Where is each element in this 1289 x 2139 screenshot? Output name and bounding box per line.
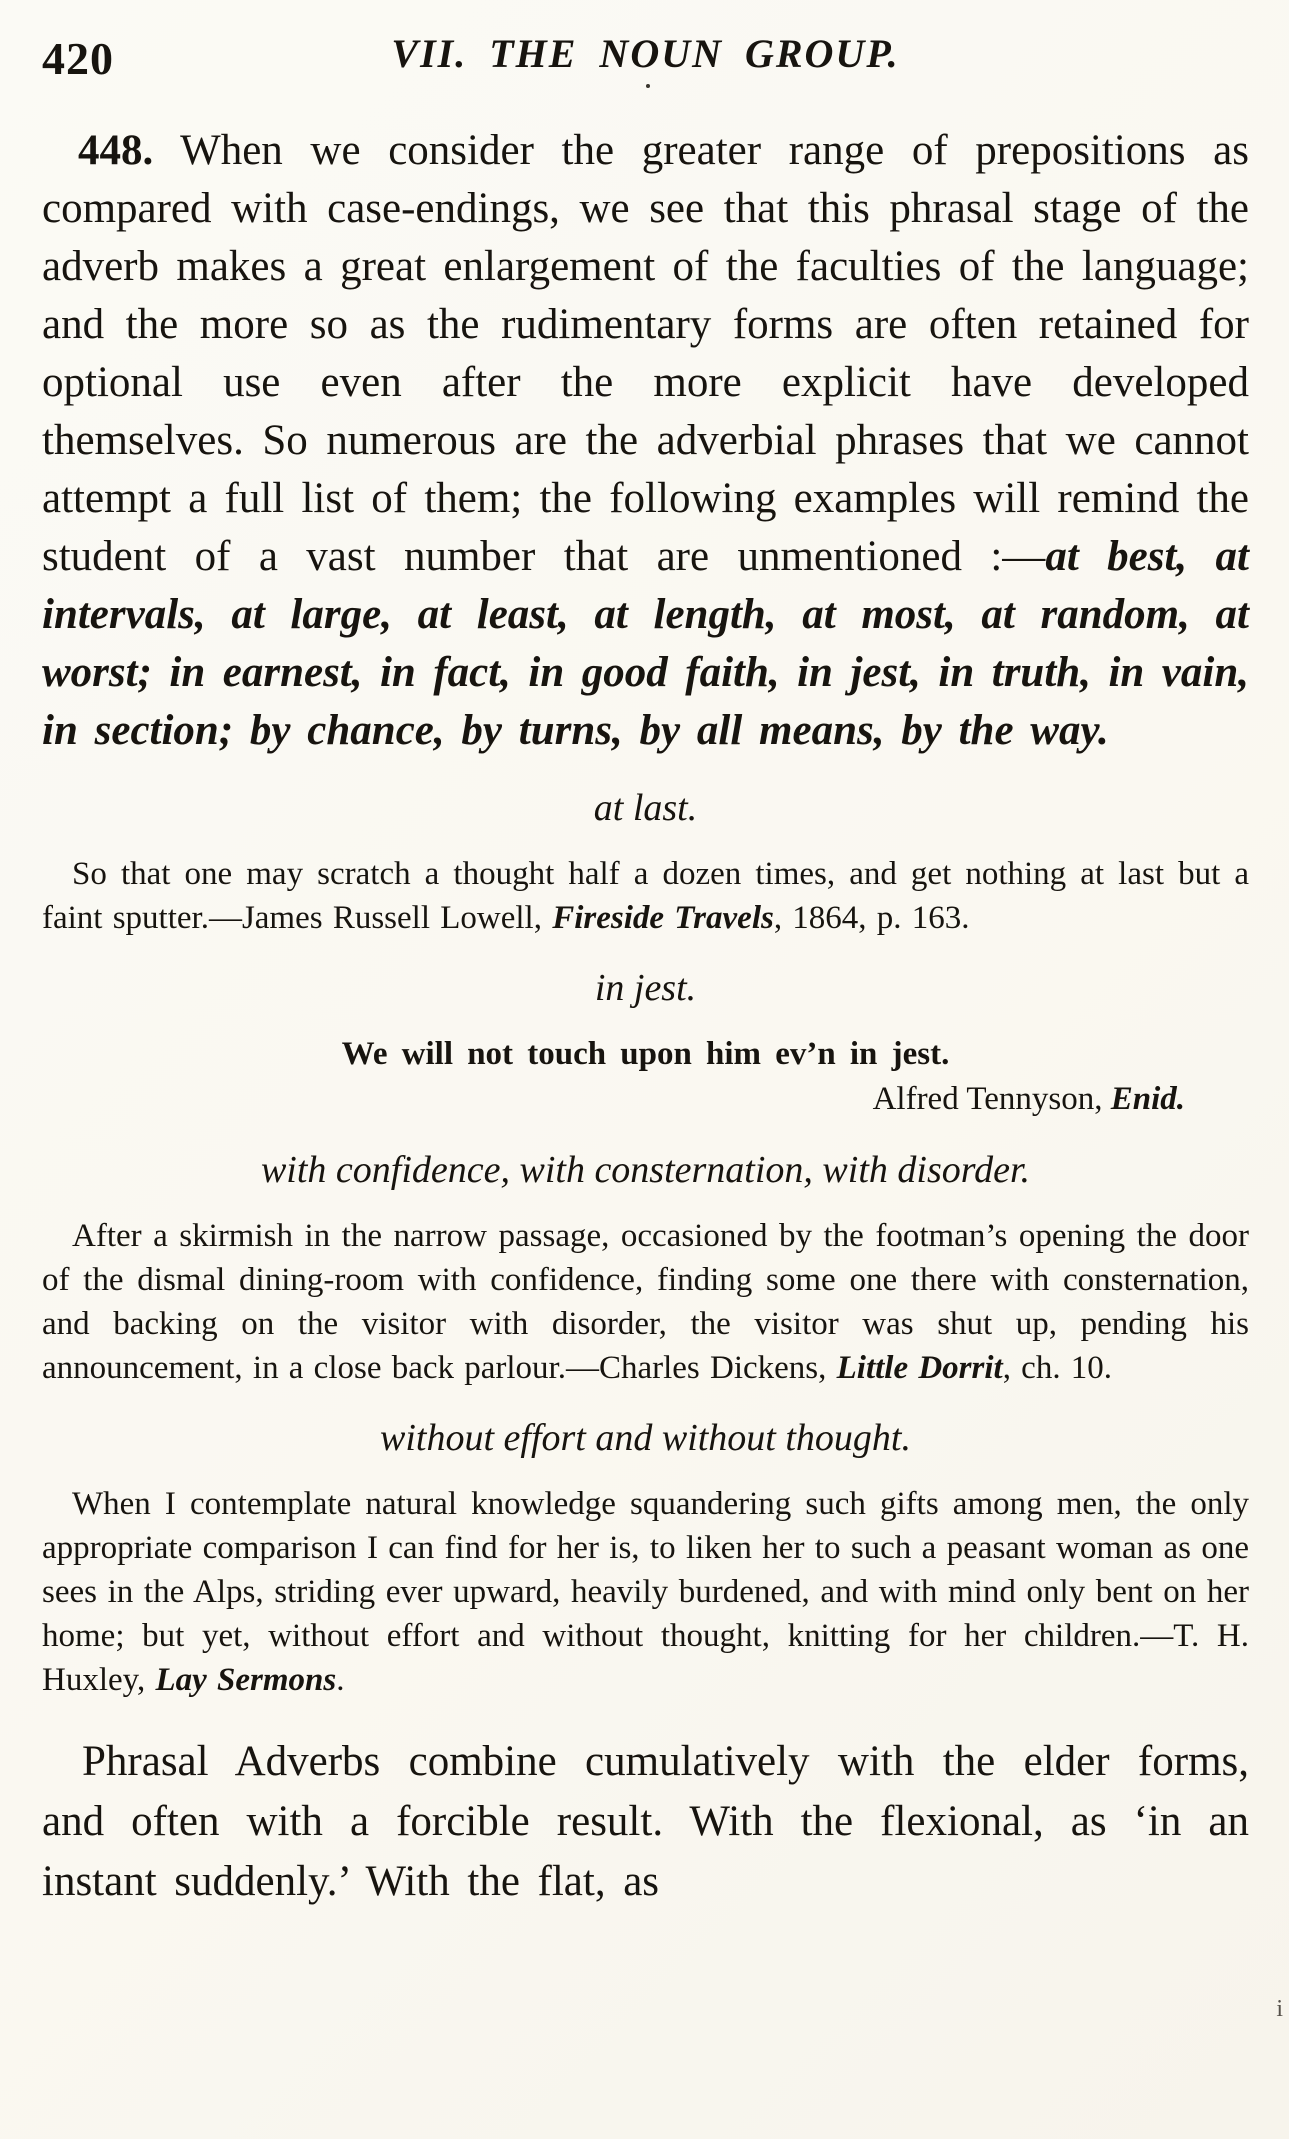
example-heading-in-jest: in jest. [594, 967, 697, 1009]
running-title: VII. THE NOUN GROUP. [391, 31, 900, 76]
quote-huxley-work-title: Lay Sermons [155, 1662, 337, 1698]
scan-artifact-mark: i [1276, 1996, 1283, 2022]
example-heading-at-last: at last. [593, 787, 698, 829]
quote-dickens-text: After a skirmish in the narrow passage, occasioned by the footman’s opening the door of the dismal dining-room with confidence, finding some one there with consternation, and backing on the visitor with disorder, the visitor was shut up, pending his announcement, in a close back parlour.—Charles Dickens, [42, 1218, 1249, 1386]
quote-lowell-citation-tail: , 1864, p. 163. [773, 900, 970, 936]
verse-line-tennyson: We will not touch upon him ev’n in jest. [341, 1036, 950, 1072]
section-number: 448. [78, 127, 154, 174]
quote-dickens [42, 1214, 1249, 1390]
verse-attribution-author: Alfred Tennyson, [872, 1081, 1111, 1117]
quote-dickens-citation-tail: , ch. 10. [1002, 1350, 1113, 1386]
quote-lowell-text: So that one may scratch a thought half a dozen times, and get nothing at last but a faint sputter.—James Russell Lowell, [42, 856, 1249, 936]
verse-attribution [42, 1076, 1249, 1122]
paragraph-448 [42, 122, 1249, 760]
running-head [42, 26, 1249, 88]
paragraph-closing [42, 1732, 1249, 1912]
example-heading-with-confidence: with confidence, with consternation, with disorder. [260, 1149, 1031, 1191]
paragraph-448-example-list: at best, at intervals, at large, at least, at length, at most, at random, at worst; in earnest, in fact, in good faith, in jest, in truth, in vain, in section; by chance, by turns, by all means, by the way. [42, 533, 1250, 754]
verse-attribution-work-title: Enid. [1110, 1081, 1185, 1117]
paragraph-448-roman-text: When we consider the greater range of prepositions as compared with case-endings, we see that this phrasal stage of the adverb makes a great enlargement of the faculties of the language; and the more so as the rudimentary forms are often retained for optional use even after the more explicit have developed themselves. So numerous are the adverbial phrases that we cannot attempt a full list of them; the following examples will remind the student of a vast number that are unmentioned :— [42, 127, 1249, 580]
example-heading-without-effort: without effort and without thought. [380, 1417, 911, 1459]
quote-huxley-text: When I contemplate natural knowledge squandering such gifts among men, the only appropriate comparison I can find for her is, to liken her to such a peasant woman as one sees in the Alps, striding ever upward, heavily burdened, and with mind only bent on her home; but yet, without effort and without thought, knitting for her children.—T. H. Huxley, [42, 1486, 1249, 1698]
quote-dickens-work-title: Little Dorrit [836, 1350, 1003, 1386]
page-number: 420 [42, 33, 114, 84]
head-ornament-dot [646, 84, 650, 88]
quote-huxley-citation-tail: . [336, 1662, 345, 1698]
paragraph-closing-text: Phrasal Adverbs combine cumulatively with the elder forms, and often with a forcible result. With the flexional, as ‘in an instant suddenly.’ With the flat, as [42, 1738, 1249, 1905]
quote-huxley [42, 1482, 1249, 1702]
quote-lowell-work-title: Fireside Travels [552, 900, 774, 936]
quote-lowell [42, 852, 1249, 940]
